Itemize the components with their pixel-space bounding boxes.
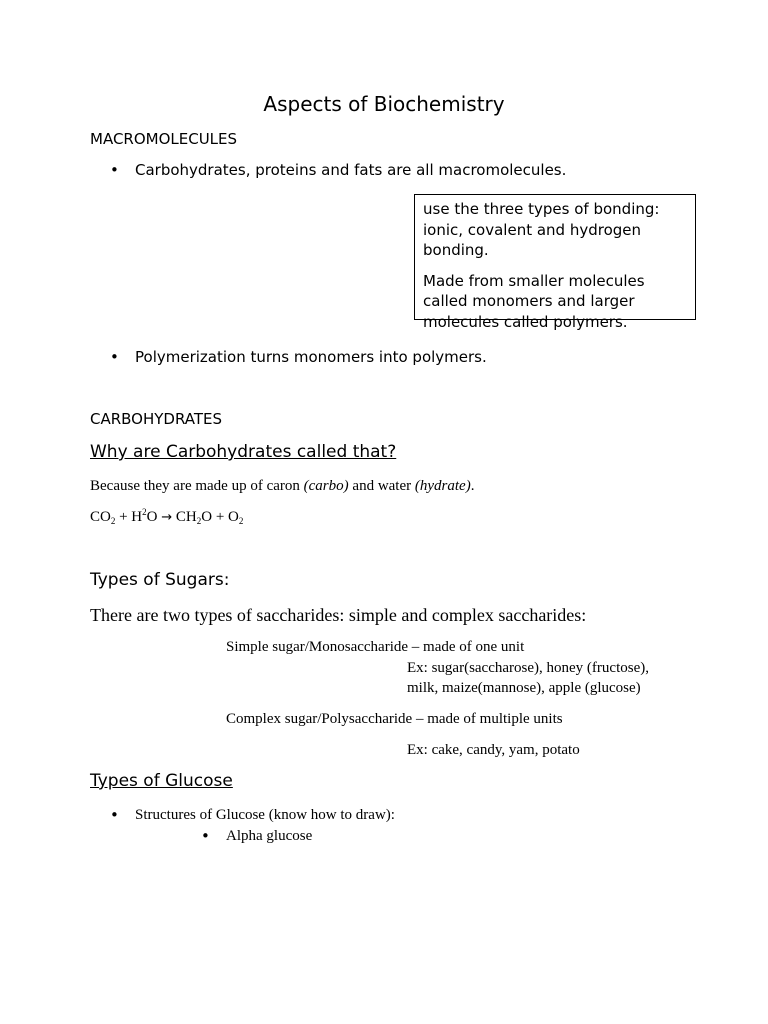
- glucose-bullet-1: Structures of Glucose (know how to draw):: [135, 807, 395, 823]
- sugars-intro: There are two types of saccharides: simple and complex saccharides:: [90, 605, 587, 625]
- bullet-point: •: [110, 348, 119, 366]
- macromolecules-heading: MACROMOLECULES: [90, 130, 238, 148]
- simple-sugar-definition: Simple sugar/Monosaccharide – made of one unit: [226, 639, 525, 655]
- carbohydrates-heading: CARBOHYDRATES: [90, 410, 223, 428]
- sugars-heading: Types of Sugars:: [90, 570, 230, 590]
- page-title: Aspects of Biochemistry: [263, 92, 505, 116]
- carbohydrates-explanation: Because they are made up of caron (carbo) and water (hydrate).: [90, 478, 475, 494]
- bullet-point: •: [110, 806, 119, 824]
- complex-sugar-example: Ex: cake, candy, yam, potato: [407, 742, 580, 758]
- glucose-subbullet-alpha: Alpha glucose: [226, 828, 313, 844]
- complex-sugar-definition: Complex sugar/Polysaccharide – made of multiple units: [226, 711, 563, 727]
- textbox-paragraph-bonding: use the three types of bonding: ionic, covalent and hydrogen bonding.: [423, 200, 660, 259]
- glucose-heading: Types of Glucose: [90, 771, 233, 791]
- carbohydrate-equation: $CO_2 + H^2O \to CH_2O + O_2$: [90, 507, 244, 526]
- bullet-point: •: [110, 161, 119, 179]
- macromolecules-bullet-1: Carbohydrates, proteins and fats are all macromolecules.: [135, 161, 567, 179]
- simple-sugar-example-line-1: Ex: sugar(saccharose), honey (fructose),: [407, 660, 649, 676]
- carbohydrates-subheading: Why are Carbohydrates called that?: [90, 442, 397, 462]
- bullet-point: •: [201, 827, 210, 845]
- textbox-paragraph-monomers: Made from smaller molecules called monomers and larger molecules called polymers.: [423, 271, 645, 331]
- simple-sugar-example-line-2: milk, maize(mannose), apple (glucose): [407, 680, 641, 696]
- bonding-textbox: [414, 194, 696, 331]
- right-arrow-icon: →: [161, 510, 173, 525]
- macromolecules-bullet-2: Polymerization turns monomers into polymers.: [135, 348, 487, 366]
